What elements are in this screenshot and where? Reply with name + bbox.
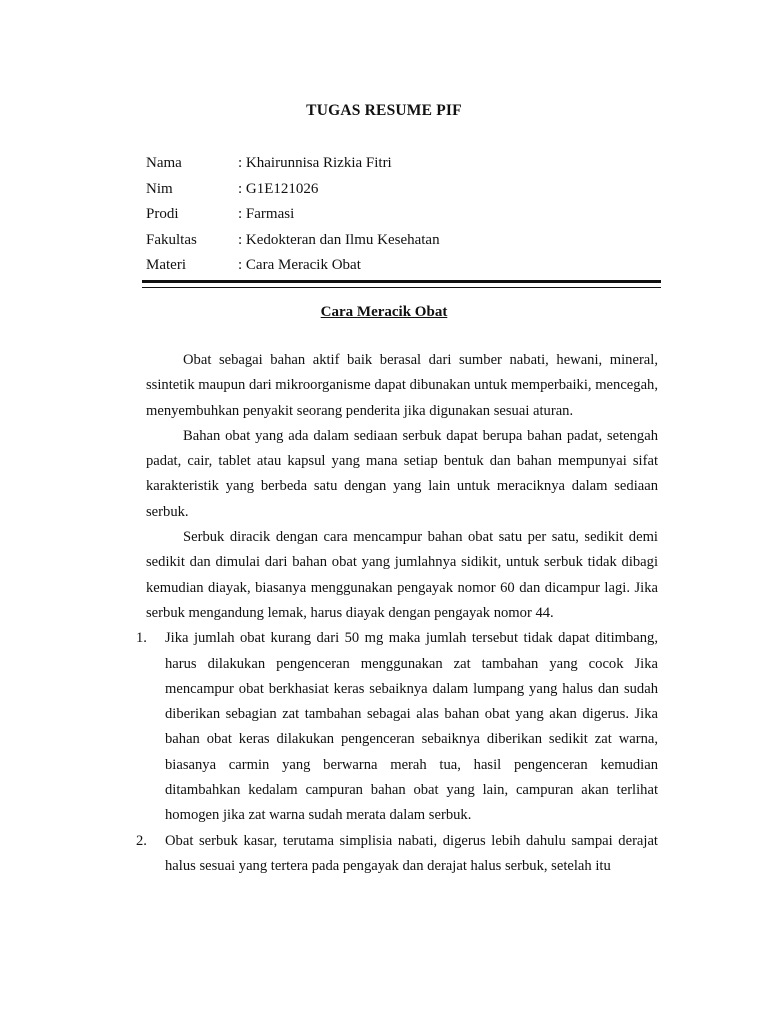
info-value: : Khairunnisa Rizkia Fitri: [238, 155, 392, 171]
section-title: Cara Meracik Obat: [320, 304, 448, 320]
list-item: [136, 626, 658, 828]
info-value: : Cara Meracik Obat: [238, 257, 361, 273]
info-row-materi: [146, 253, 440, 279]
document-title: TUGAS RESUME PIF: [306, 102, 462, 119]
numbered-list: [136, 626, 658, 879]
info-value: : Kedokteran dan Ilmu Kesehatan: [238, 231, 440, 248]
info-row-fakultas: [146, 228, 440, 254]
header-divider-thin: [142, 287, 661, 288]
list-number: 2.: [136, 832, 147, 849]
info-label: Prodi: [146, 206, 179, 222]
body-paragraph: Serbuk diracik dengan cara mencampur bahan obat satu per satu, sedikit demi sedikit dan dimulai dari bahan obat yang jumlahnya sidikit, untuk serbuk tidak dibagi kemudian diayak, biasanya menggunakan pengayak nomor 60 dan dicampur lagi. Jika serbuk mengandung lemak, harus diayak dengan pengayak nomor 44.: [146, 529, 658, 621]
student-info-block: [146, 151, 440, 279]
list-number: 1.: [136, 630, 147, 647]
list-item: [136, 829, 658, 880]
list-item-text: Obat serbuk kasar, terutama simplisia nabati, digerus lebih dahulu sampai derajat halus sesuai yang tertera pada pengayak dan derajat halus serbuk, setelah itu: [165, 832, 658, 874]
info-value: : G1E121026: [238, 180, 319, 197]
info-label: Materi: [146, 257, 186, 273]
info-row-nim: [146, 177, 440, 203]
info-row-prodi: [146, 202, 440, 228]
info-label: Nama: [146, 155, 182, 171]
info-row-nama: [146, 151, 440, 177]
list-item-text: Jika jumlah obat kurang dari 50 mg maka jumlah tersebut tidak dapat ditimbang, harus dilakukan pengenceran menggunakan zat tambahan yang cocok Jika mencampur obat berkhasiat keras sebaiknya dalam lumpang yang halus dan sudah diberikan sebagian zat tambahan sebagai alas bahan obat yang akan digerus. Jika bahan obat keras dilakukan pengenceran sebaiknya diberikan sedikit zat warna, biasanya carmin yang berwarna merah tua, hasil pengenceran kemudian ditambahkan kedalam campuran bahan obat yang lain, campuran akan terlihat homogen jika zat warna sudah merata dalam serbuk.: [165, 630, 658, 824]
info-value: : Farmasi: [238, 206, 295, 222]
body-paragraph: Bahan obat yang ada dalam sediaan serbuk dapat berupa bahan padat, setengah padat, cair, tablet atau kapsul yang mana setiap bentuk dan bahan mempunyai sifat karakteristik yang berbeda satu dengan yang lain untuk meraciknya dalam sediaan serbuk.: [146, 427, 658, 520]
body-paragraph: Obat sebagai bahan aktif baik berasal dari sumber nabati, hewani, mineral, ssintetik maupun dari mikroorganisme dapat dibunakan untuk memperbaiki, mencegah, menyembuhkan penyakit seorang penderita jika digunakan sesuai aturan.: [146, 352, 659, 419]
document-body: [136, 348, 659, 879]
header-divider-thick: [142, 280, 661, 283]
info-label: Fakultas: [146, 231, 197, 248]
info-label: Nim: [146, 180, 173, 197]
